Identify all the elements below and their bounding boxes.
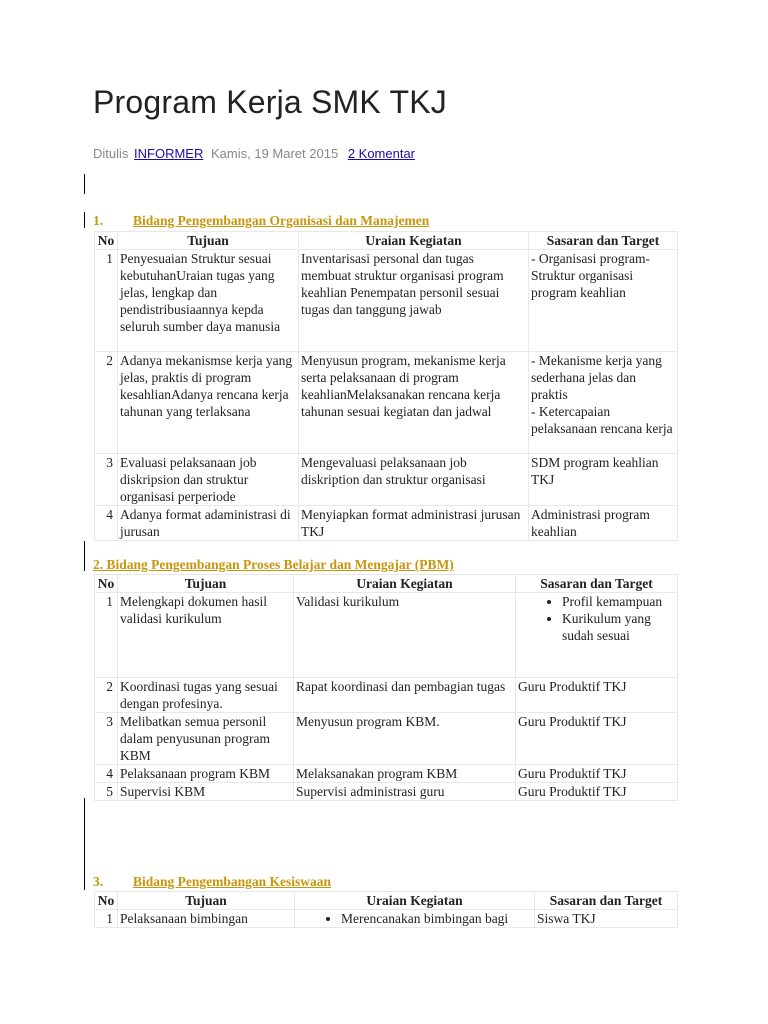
text-cursor-mark (84, 798, 85, 890)
comments-link[interactable]: 2 Komentar (347, 146, 416, 161)
row-sasaran: Guru Produktif TKJ (516, 783, 678, 801)
row-uraian: Supervisi administrasi guru (294, 783, 516, 801)
header-uraian: Uraian Kegiatan (299, 232, 529, 250)
section1-table (94, 231, 678, 541)
row-no: 3 (95, 713, 118, 765)
row-uraian: Menyiapkan format administrasi jurusan TKJ (299, 506, 529, 541)
table-row (95, 352, 678, 454)
row-tujuan: Penyesuaian Struktur sesuai kebutuhanUraian tugas yang jelas, lengkap dan pendistribusiaannya kepda seluruh sumber daya manusia (118, 250, 299, 352)
row-tujuan: Pelaksanaan bimbingan (118, 910, 295, 928)
row-sasaran: - Organisasi program- Struktur organisasi program keahlian (529, 250, 678, 352)
list-item: • Profil kemampuan (562, 593, 675, 610)
row-no: 4 (95, 506, 118, 541)
row-uraian: Melaksanakan program KBM (294, 765, 516, 783)
header-uraian: Uraian Kegiatan (295, 892, 535, 910)
section1-title (93, 213, 429, 229)
text-cursor-mark (84, 212, 85, 228)
section2-table (94, 574, 678, 801)
row-sasaran: SDM program keahlian TKJ (529, 454, 678, 506)
table-row (95, 678, 678, 713)
row-uraian: Mengevaluasi pelaksanaan job diskription dan struktur organisasi (299, 454, 529, 506)
text-cursor-mark (84, 174, 85, 194)
table-row (95, 713, 678, 765)
header-tujuan: Tujuan (118, 892, 295, 910)
row-tujuan: Koordinasi tugas yang sesuai dengan profesinya. (118, 678, 294, 713)
row-no: 2 (95, 678, 118, 713)
page-title: Program Kerja SMK TKJ (93, 84, 447, 120)
header-sasaran: Sasaran dan Target (535, 892, 678, 910)
sasaran-line: - Mekanisme kerja yang sederhana jelas dan praktis (531, 353, 662, 402)
section3-table (94, 891, 678, 928)
row-sasaran: Administrasi program keahlian (529, 506, 678, 541)
row-tujuan: Adanya mekanismse kerja yang jelas, praktis di program kesahlianAdanya rencana kerja tahunan yang terlaksana (118, 352, 299, 454)
table-row (95, 250, 678, 352)
section3-number: 3. (93, 874, 104, 889)
row-sasaran: Guru Produktif TKJ (516, 713, 678, 765)
header-sasaran: Sasaran dan Target (529, 232, 678, 250)
uraian-bullet-list (297, 910, 532, 927)
row-no: 4 (95, 765, 118, 783)
row-sasaran (529, 352, 678, 454)
header-sasaran: Sasaran dan Target (516, 575, 678, 593)
table-row (95, 783, 678, 801)
row-sasaran: Guru Produktif TKJ (516, 678, 678, 713)
row-no: 1 (95, 593, 118, 678)
row-tujuan: Melibatkan semua personil dalam penyusunan program KBM (118, 713, 294, 765)
header-no: No (95, 892, 118, 910)
table-row (95, 910, 678, 928)
section1-title-text: Bidang Pengembangan Organisasi dan Manajemen (133, 213, 430, 228)
row-no: 1 (95, 250, 118, 352)
header-no: No (95, 575, 118, 593)
section3-title (93, 874, 331, 890)
row-no: 2 (95, 352, 118, 454)
row-uraian: Menyusun program KBM. (294, 713, 516, 765)
row-uraian: Rapat koordinasi dan pembagian tugas (294, 678, 516, 713)
row-no: 1 (95, 910, 118, 928)
table-header-row (95, 575, 678, 593)
author-link[interactable]: INFORMER (134, 146, 204, 161)
header-no: No (95, 232, 118, 250)
row-tujuan: Pelaksanaan program KBM (118, 765, 294, 783)
row-sasaran (516, 593, 678, 678)
text-cursor-mark (84, 541, 85, 571)
table-header-row (95, 232, 678, 250)
post-date: Kamis, 19 Maret 2015 (211, 146, 339, 161)
row-tujuan: Evaluasi pelaksanaan job diskripsion dan struktur organisasi perperiode (118, 454, 299, 506)
meta-prefix: Ditulis (93, 146, 129, 161)
list-item: • Kurikulum yang sudah sesuai (562, 610, 675, 644)
section1-number: 1. (93, 213, 104, 228)
section3-title-text: Bidang Pengembangan Kesiswaan (133, 874, 332, 889)
header-tujuan: Tujuan (118, 575, 294, 593)
sasaran-line: - Ketercapaian pelaksanaan rencana kerja (531, 404, 673, 436)
row-tujuan: Adanya format adaministrasi di jurusan (118, 506, 299, 541)
row-no: 3 (95, 454, 118, 506)
row-uraian: Menyusun program, mekanisme kerja serta pelaksanaan di program keahlianMelaksanakan rencana kerja tahunan sesuai kegiatan dan jadwal (299, 352, 529, 454)
table-row (95, 506, 678, 541)
table-row (95, 593, 678, 678)
row-sasaran: Siswa TKJ (535, 910, 678, 928)
header-tujuan: Tujuan (118, 232, 299, 250)
row-sasaran: Guru Produktif TKJ (516, 765, 678, 783)
row-uraian (295, 910, 535, 928)
table-row (95, 765, 678, 783)
post-meta (93, 146, 415, 161)
table-header-row (95, 892, 678, 910)
sasaran-bullet-list (518, 593, 675, 644)
list-item: • Merencanakan bimbingan bagi (341, 910, 532, 927)
header-uraian: Uraian Kegiatan (294, 575, 516, 593)
table-row (95, 454, 678, 506)
row-uraian: Inventarisasi personal dan tugas membuat struktur organisasi program keahlian Penempatan personil sesuai tugas dan tanggung jawab (299, 250, 529, 352)
row-tujuan: Melengkapi dokumen hasil validasi kurikulum (118, 593, 294, 678)
section2-title: 2. Bidang Pengembangan Proses Belajar dan Mengajar (PBM) (93, 557, 454, 572)
row-no: 5 (95, 783, 118, 801)
row-uraian: Validasi kurikulum (294, 593, 516, 678)
row-tujuan: Supervisi KBM (118, 783, 294, 801)
